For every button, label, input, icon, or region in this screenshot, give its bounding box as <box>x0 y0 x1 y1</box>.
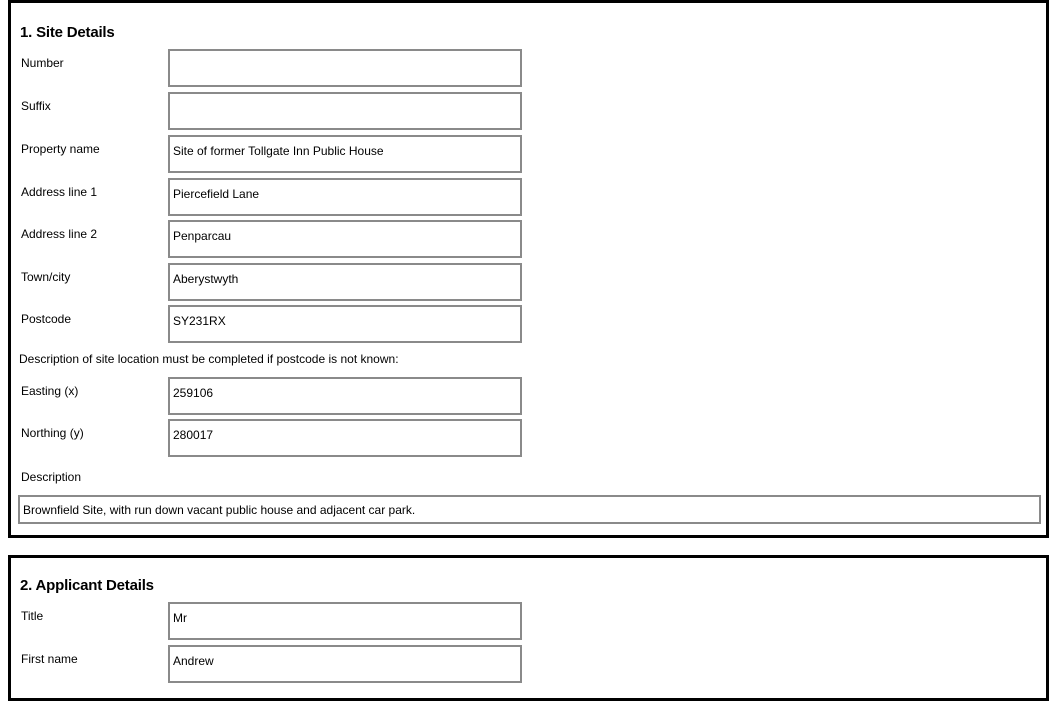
first-name-label: First name <box>21 652 78 666</box>
town-city-label: Town/city <box>21 270 71 284</box>
field-row-suffix <box>11 92 1046 128</box>
address-line-2-input[interactable]: Penparcau <box>168 220 522 258</box>
number-label: Number <box>21 56 64 70</box>
address-line-1-label: Address line 1 <box>21 185 98 199</box>
applicant-details-section <box>8 555 1049 701</box>
address-line-1-input[interactable]: Piercefield Lane <box>168 178 522 216</box>
northing-label: Northing (y) <box>21 426 84 440</box>
property-name-label: Property name <box>21 142 100 156</box>
site-details-section <box>8 0 1049 538</box>
address-line-2-label: Address line 2 <box>21 227 98 241</box>
easting-input[interactable]: 259106 <box>168 377 522 415</box>
title-input[interactable]: Mr <box>168 602 522 640</box>
suffix-input[interactable] <box>168 92 522 130</box>
northing-input[interactable]: 280017 <box>168 419 522 457</box>
field-row-northing <box>11 419 1046 455</box>
description-input[interactable]: Brownfield Site, with run down vacant public house and adjacent car park. <box>18 495 1041 524</box>
description-label: Description <box>21 470 82 484</box>
field-row-title <box>11 602 1046 638</box>
property-name-input[interactable]: Site of former Tollgate Inn Public House <box>168 135 522 173</box>
field-row-easting <box>11 377 1046 413</box>
field-row-town-city <box>11 263 1046 299</box>
first-name-input[interactable]: Andrew <box>168 645 522 683</box>
field-row-number <box>11 49 1046 85</box>
site-location-note: Description of site location must be completed if postcode is not known: <box>19 352 399 366</box>
title-label: Title <box>21 609 44 623</box>
field-row-property-name <box>11 135 1046 171</box>
easting-label: Easting (x) <box>21 384 79 398</box>
field-row-postcode <box>11 305 1046 341</box>
field-row-first-name <box>11 645 1046 681</box>
section-title-site-details: 1. Site Details <box>20 24 115 41</box>
number-input[interactable] <box>168 49 522 87</box>
postcode-input[interactable]: SY231RX <box>168 305 522 343</box>
town-city-input[interactable]: Aberystwyth <box>168 263 522 301</box>
field-row-address-line-2 <box>11 220 1046 256</box>
postcode-label: Postcode <box>21 312 72 326</box>
section-title-applicant-details: 2. Applicant Details <box>20 577 154 594</box>
suffix-label: Suffix <box>21 99 51 113</box>
field-row-address-line-1 <box>11 178 1046 214</box>
